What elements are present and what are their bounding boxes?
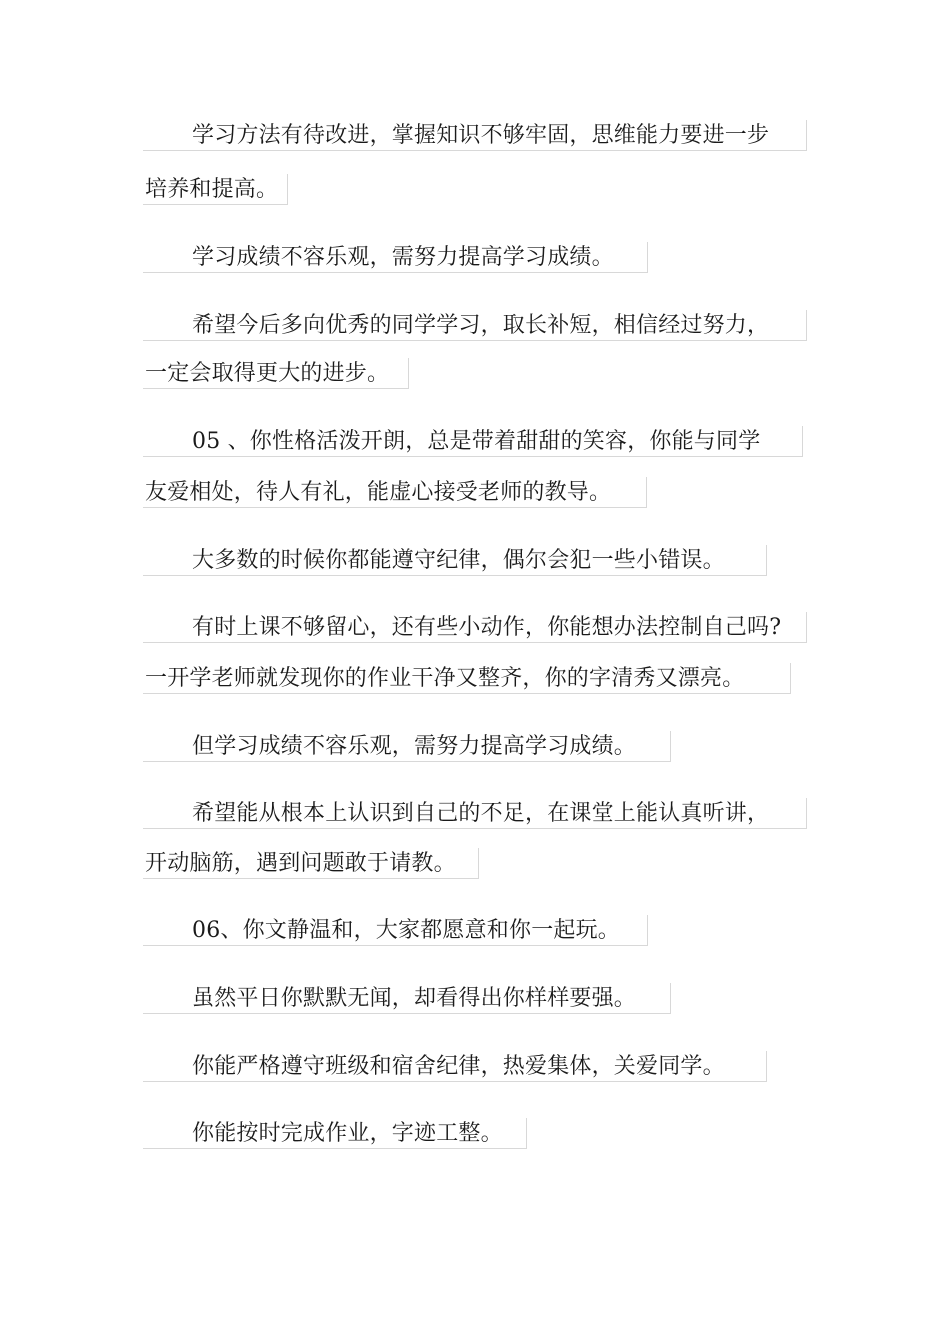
paragraph-8-line-1: 希望能从根本上认识到自己的不足，在课堂上能认真听讲，	[143, 798, 807, 829]
paragraph-6-line-2: 一开学老师就发现你的作业干净又整齐，你的字清秀又漂亮。	[143, 663, 791, 694]
paragraph-3-line-2: 一定会取得更大的进步。	[143, 358, 409, 389]
paragraph-2-line-1: 学习成绩不容乐观，需努力提高学习成绩。	[143, 242, 648, 273]
paragraph-9-line-1: 06、你文静温和，大家都愿意和你一起玩。	[143, 915, 648, 946]
paragraph-12-line-1: 你能按时完成作业，字迹工整。	[143, 1118, 527, 1149]
paragraph-8-line-2: 开动脑筋，遇到问题敢于请教。	[143, 848, 479, 879]
paragraph-7-line-1: 但学习成绩不容乐观，需努力提高学习成绩。	[143, 731, 671, 762]
paragraph-4-line-1: 05 、你性格活泼开朗，总是带着甜甜的笑容，你能与同学	[143, 426, 803, 457]
paragraph-10-line-1: 虽然平日你默默无闻，却看得出你样样要强。	[143, 983, 671, 1014]
paragraph-1-line-2: 培养和提高。	[143, 174, 288, 205]
paragraph-1-line-1: 学习方法有待改进，掌握知识不够牢固，思维能力要进一步	[143, 120, 807, 151]
paragraph-4-line-2: 友爱相处，待人有礼，能虚心接受老师的教导。	[143, 477, 647, 508]
paragraph-11-line-1: 你能严格遵守班级和宿舍纪律，热爱集体，关爱同学。	[143, 1051, 767, 1082]
paragraph-5-line-1: 大多数的时候你都能遵守纪律，偶尔会犯一些小错误。	[143, 545, 767, 576]
paragraph-3-line-1: 希望今后多向优秀的同学学习，取长补短，相信经过努力，	[143, 310, 807, 341]
paragraph-6-line-1: 有时上课不够留心，还有些小动作，你能想办法控制自己吗?	[143, 612, 807, 643]
